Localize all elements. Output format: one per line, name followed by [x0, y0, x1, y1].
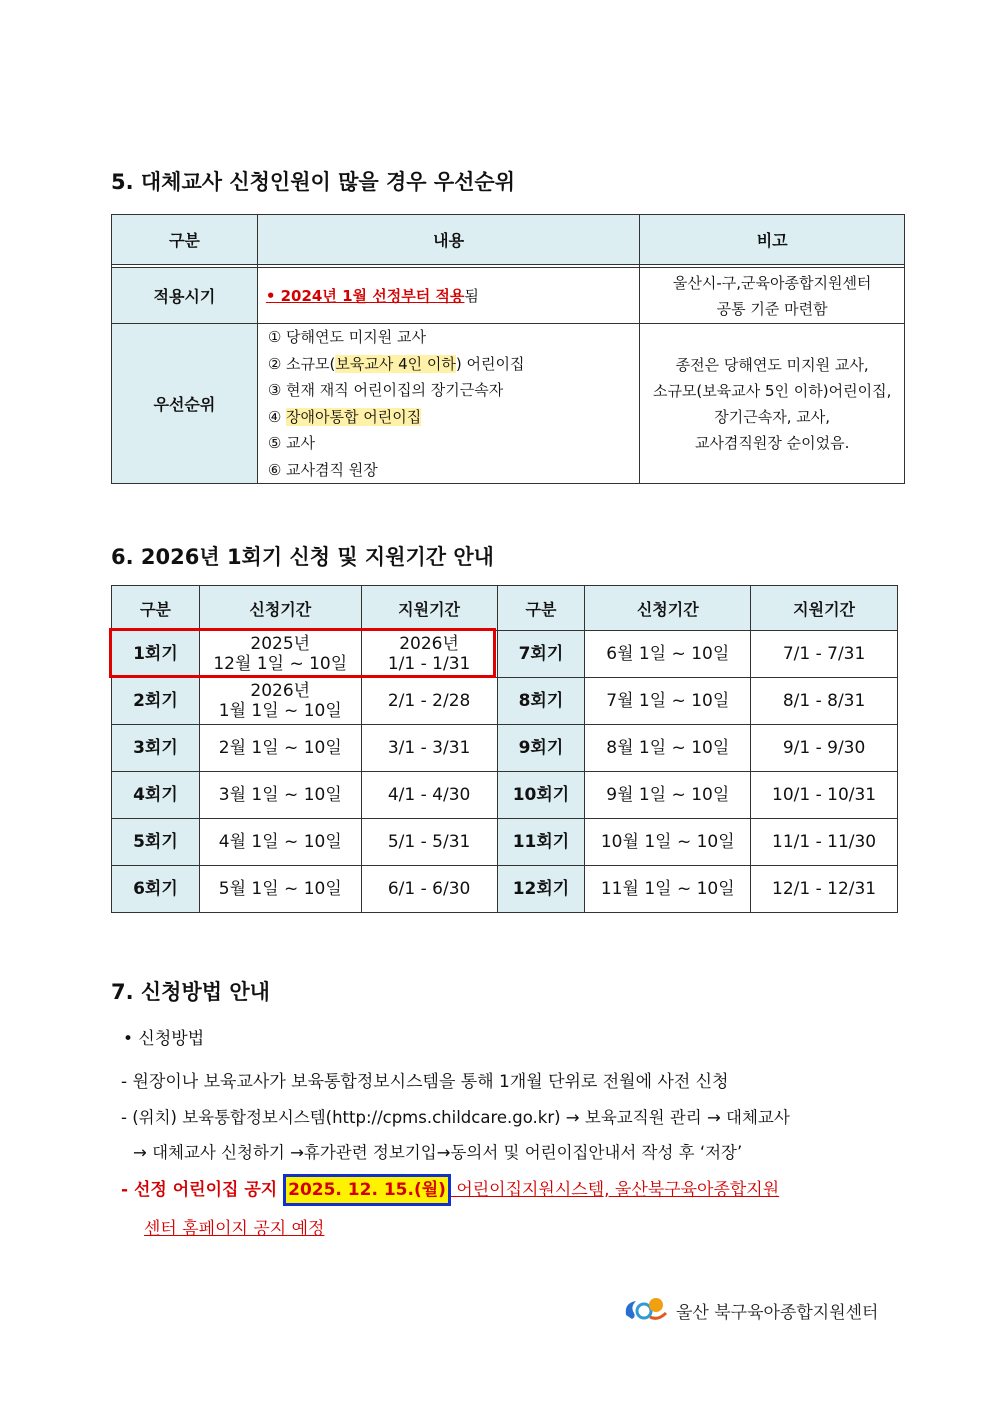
apply-period-note — [640, 268, 905, 324]
table-row — [112, 772, 898, 819]
apply-period-cell: 2월 1일 ~ 10일 — [199, 725, 361, 772]
apply-period-cell: 9월 1일 ~ 10일 — [585, 772, 751, 819]
support-period-cell: 7/1 - 7/31 — [751, 631, 898, 678]
support-period-cell: 10/1 - 10/31 — [751, 772, 898, 819]
list-item: ⑥ 교사겸직 원장 — [267, 460, 378, 479]
apply-period-cell: 5월 1일 ~ 10일 — [199, 866, 361, 913]
table-row — [112, 678, 898, 725]
announcement-line-2: 센터 홈페이지 공지 예정 — [144, 1219, 325, 1239]
support-period-cell: 11/1 - 11/30 — [751, 819, 898, 866]
section6-title: 6. 2026년 1회기 신청 및 지원기간 안내 — [111, 545, 494, 569]
org-logo-icon — [622, 1293, 670, 1327]
announcement-text: 어린이집지원시스템, 울산북구육아종합지원 — [450, 1180, 780, 1200]
support-period-cell: 4/1 - 4/30 — [361, 772, 497, 819]
support-period-cell: 6/1 - 6/30 — [361, 866, 497, 913]
table-row — [112, 324, 905, 484]
round-label: 7회기 — [497, 631, 585, 678]
list-item: ⑤ 교사 — [267, 434, 316, 452]
apply-period-suffix: 됨 — [464, 287, 479, 305]
priority-table — [111, 214, 905, 484]
priority-list — [257, 324, 640, 484]
announcement-label: - 선정 어린이집 공지 — [121, 1180, 284, 1200]
footer-logo — [622, 1293, 878, 1327]
list-item-text: ② 소규모( — [267, 354, 336, 373]
note-line: 장기근속자, 교사, — [714, 407, 831, 426]
list-item: ① 당해연도 미지원 교사 — [267, 328, 426, 346]
table-row — [112, 268, 905, 324]
support-period-cell: 3/1 - 3/31 — [361, 725, 497, 772]
round-label: 9회기 — [497, 725, 585, 772]
row-label-apply-period: 적용시기 — [112, 268, 258, 324]
support-period-cell: 9/1 - 9/30 — [751, 725, 898, 772]
header-category: 구분 — [112, 215, 258, 265]
header-category: 구분 — [112, 586, 200, 631]
instruction-line: → 대체교사 신청하기 →휴가관련 정보기입→동의서 및 어린이집안내서 작성 후 ‘저장’ — [133, 1143, 743, 1162]
table-row — [112, 819, 898, 866]
table-header-row — [112, 215, 905, 265]
header-remarks: 비고 — [640, 215, 905, 265]
highlight-box — [109, 628, 496, 678]
apply-period-cell: 10월 1일 ~ 10일 — [585, 819, 751, 866]
list-item-text: ) 어린이집 — [455, 354, 525, 373]
note-line: 공통 기준 마련함 — [716, 299, 828, 318]
header-apply-period: 신청기간 — [199, 586, 361, 631]
announcement-line — [121, 1174, 779, 1206]
table-header-row — [112, 586, 898, 631]
support-period-cell: 5/1 - 5/31 — [361, 819, 497, 866]
apply-period-cell: 8월 1일 ~ 10일 — [585, 725, 751, 772]
round-label: 10회기 — [497, 772, 585, 819]
org-name: 울산 북구육아종합지원센터 — [676, 1302, 879, 1323]
table-row — [112, 725, 898, 772]
round-label: 5회기 — [112, 819, 200, 866]
cell-line: 12월 1일 ~ 10일 — [213, 654, 348, 674]
apply-period-cell: 7월 1일 ~ 10일 — [585, 678, 751, 725]
apply-period-highlight: • 2024년 1월 선정부터 적용 — [265, 287, 465, 305]
round-label: 8회기 — [497, 678, 585, 725]
round-label: 6회기 — [112, 866, 200, 913]
round-label: 4회기 — [112, 772, 200, 819]
support-period-cell: 8/1 - 8/31 — [751, 678, 898, 725]
cell-line: 2025년 — [250, 634, 311, 654]
support-period-cell: 2/1 - 2/28 — [361, 678, 497, 725]
list-item: ③ 현재 재직 어린이집의 장기근속자 — [267, 381, 504, 399]
header-apply-period: 신청기간 — [585, 586, 751, 631]
list-item — [268, 351, 640, 378]
round-label: 11회기 — [497, 819, 585, 866]
note-line: 울산시-구,군육아종합지원센터 — [672, 273, 872, 292]
apply-period-cell: 4월 1일 ~ 10일 — [199, 819, 361, 866]
section7-title: 7. 신청방법 안내 — [111, 980, 270, 1004]
row-label-priority: 우선순위 — [112, 324, 258, 484]
list-item-highlight: 보육교사 4인 이하 — [335, 354, 456, 373]
apply-period-cell: 3월 1일 ~ 10일 — [199, 772, 361, 819]
apply-period-content — [257, 268, 640, 324]
note-line: 종전은 당해연도 미지원 교사, — [675, 355, 869, 374]
table-row — [112, 866, 898, 913]
section5-title: 5. 대체교사 신청인원이 많을 경우 우선순위 — [111, 170, 516, 194]
cell-line: 2026년 — [250, 681, 311, 701]
header-support-period: 지원기간 — [751, 586, 898, 631]
cell-line: 1/1 - 1/31 — [387, 654, 471, 674]
round-label: 12회기 — [497, 866, 585, 913]
header-category: 구분 — [497, 586, 585, 631]
apply-period-cell: 6월 1일 ~ 10일 — [585, 631, 751, 678]
instruction-line: - (위치) 보육통합정보시스템(http://cpms.childcare.go.kr) → 보육교직원 관리 → 대체교사 — [121, 1108, 790, 1127]
apply-period-cell: 11월 1일 ~ 10일 — [585, 866, 751, 913]
round-label: 3회기 — [112, 725, 200, 772]
priority-note — [640, 324, 905, 484]
list-item-text: ④ — [267, 407, 287, 426]
note-line: 교사겸직원장 순이었음. — [694, 433, 850, 452]
note-line: 소규모(보육교사 5인 이하)어린이집, — [652, 381, 892, 400]
apply-period-cell — [199, 678, 361, 725]
support-period-cell: 12/1 - 12/31 — [751, 866, 898, 913]
header-content: 내용 — [257, 215, 640, 265]
bullet-apply-method: • 신청방법 — [123, 1029, 205, 1049]
list-item — [268, 404, 640, 431]
cell-line: 2026년 — [399, 634, 459, 654]
announcement-date: 2025. 12. 15.(월) — [283, 1174, 451, 1206]
round-label: 1회기 — [112, 631, 200, 678]
instruction-line: - 원장이나 보육교사가 보육통합정보시스템을 통해 1개월 단위로 전월에 사전 신청 — [121, 1072, 729, 1092]
round-label: 2회기 — [112, 678, 200, 725]
list-item-highlight: 장애아통합 어린이집 — [286, 407, 422, 426]
header-support-period: 지원기간 — [361, 586, 497, 631]
cell-line: 1월 1일 ~ 10일 — [218, 701, 342, 721]
